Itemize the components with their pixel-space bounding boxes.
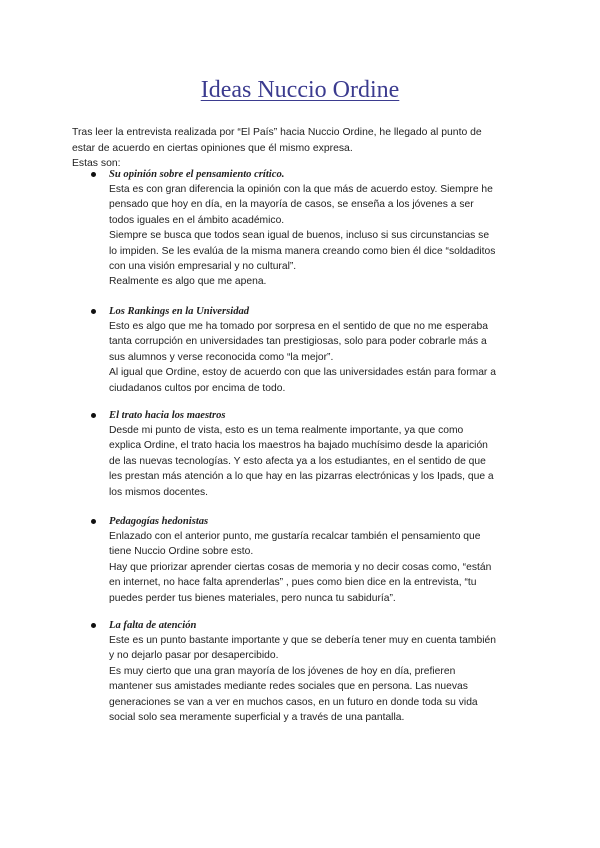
body-line: pensado que hoy en día, en la mayoría de casos, se enseña a los jóvenes a ser bbox=[109, 199, 474, 211]
intro-paragraph bbox=[72, 125, 532, 172]
intro-line: estar de acuerdo en ciertas opiniones que él mismo expresa. bbox=[72, 142, 353, 154]
body-line: Siempre se busca que todos sean igual de buenos, incluso si sus circunstancias se bbox=[109, 230, 490, 242]
section-body bbox=[109, 182, 533, 290]
section-trato-maestros bbox=[72, 408, 532, 500]
body-line: explica Ordine, el trato hacia los maestros ha bajado muchísimo desde la aparición bbox=[109, 440, 488, 452]
body-line: Al igual que Ordine, estoy de acuerdo con que las universidades están para formar a bbox=[109, 367, 496, 379]
section-falta-atencion bbox=[72, 618, 532, 725]
body-line: social solo sea meramente superficial y a través de una pantalla. bbox=[109, 712, 405, 724]
section-heading: Los Rankings en la Universidad bbox=[109, 306, 250, 317]
section-heading: Pedagogías hedonistas bbox=[109, 516, 209, 527]
intro-line: Estas son: bbox=[72, 158, 121, 169]
body-line: y no dejarlo pasar por desapercibido. bbox=[109, 650, 279, 662]
body-line: en internet, no hace falta aprenderlas” , pues como bien dice en la entrevista, “tu bbox=[109, 577, 477, 589]
body-line: Este es un punto bastante importante y que se debería tener muy en cuenta también bbox=[109, 635, 496, 646]
body-line: tanta corrupción en universidades tan prestigiosas, solo para poder cobrarle más a bbox=[109, 336, 487, 348]
section-body bbox=[109, 633, 533, 725]
body-line: Desde mi punto de vista, esto es un tema realmente importante, ya que como bbox=[109, 425, 464, 436]
section-rankings bbox=[72, 304, 532, 396]
body-line: Realmente es algo que me apena. bbox=[109, 276, 267, 288]
bullet-icon bbox=[91, 519, 96, 524]
body-line: mantener sus amistades mediante redes sociales que en persona. Las nuevas bbox=[109, 681, 468, 693]
section-heading: Su opinión sobre el pensamiento crítico. bbox=[109, 169, 285, 180]
section-heading: La falta de atención bbox=[109, 620, 197, 631]
body-line: lo impiden. Se les evalúa de la misma manera creando como bien él dice “soldaditos bbox=[109, 245, 496, 257]
body-line: los mismos docentes. bbox=[109, 486, 209, 498]
bullet-icon bbox=[91, 623, 96, 628]
bullet-icon bbox=[91, 413, 96, 418]
section-heading: El trato hacia los maestros bbox=[109, 410, 226, 421]
body-line: Hay que priorizar aprender ciertas cosas de memoria y no decir cosas como, “están bbox=[109, 561, 492, 573]
section-body bbox=[109, 529, 533, 606]
body-line: con una visión empresarial y no cultural”. bbox=[109, 261, 297, 273]
body-line: generaciones se van a ver en muchos casos, en un futuro en donde toda su vida bbox=[109, 696, 478, 708]
body-line: ciudadanos cultos por encima de todo. bbox=[109, 382, 286, 394]
document-title: Ideas Nuccio Ordine bbox=[200, 77, 400, 103]
body-line: todos iguales en el ámbito académico. bbox=[109, 214, 285, 226]
body-line: sus alumnos y verse reconocida como “la mejor”. bbox=[109, 351, 334, 363]
section-pensamiento-critico bbox=[72, 167, 532, 290]
intro-line: Tras leer la entrevista realizada por “El País” hacia Nuccio Ordine, he llegado al punto de bbox=[72, 127, 482, 138]
body-line: Esto es algo que me ha tomado por sorpresa en el sentido de que no me esperaba bbox=[109, 321, 488, 332]
body-line: les prestan más atención a lo que hay en las pizarras electrónicas y los Ipads, que a bbox=[109, 471, 494, 483]
section-pedagogias-hedonistas bbox=[72, 514, 532, 606]
section-body bbox=[109, 319, 533, 396]
section-body bbox=[109, 423, 533, 500]
bullet-icon bbox=[91, 172, 96, 177]
body-line: Enlazado con el anterior punto, me gustaría recalcar también el pensamiento que bbox=[109, 531, 481, 542]
bullet-icon bbox=[91, 309, 96, 314]
body-line: de las nuevas tecnologías. Y esto afecta ya a los estudiantes, en el sentido de que bbox=[109, 455, 486, 467]
body-line: puedes perder tus bienes materiales, pero nunca tu sabiduría”. bbox=[109, 592, 396, 604]
body-line: Es muy cierto que una gran mayoría de los jóvenes de hoy en día, prefieren bbox=[109, 665, 456, 677]
body-line: Esta es con gran diferencia la opinión con la que más de acuerdo estoy. Siempre he bbox=[109, 184, 493, 195]
body-line: tiene Nuccio Ordine sobre esto. bbox=[109, 546, 254, 558]
